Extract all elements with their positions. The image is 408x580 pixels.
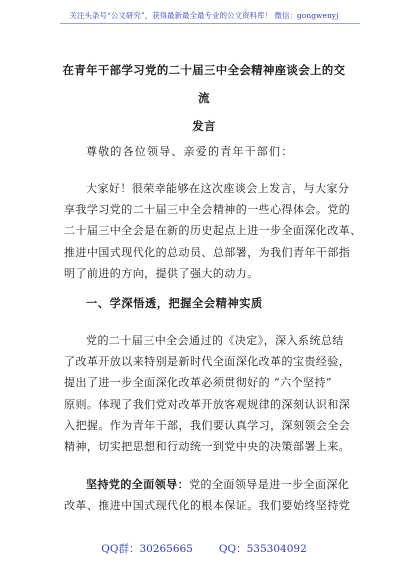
paragraph-line: 了改革开放以来特别是新时代全面深化改革的宝贵经验， [64,355,351,369]
footer-qq-group: QQ群：30265665 [101,543,193,555]
document-title-line: 发言 [192,119,216,133]
paragraph-line: 享我学习党的二十届三中全会精神的一些心得体会。党的 [64,203,351,217]
paragraph-line: 推进中国式现代化的总动员、总部署，为我们青年干部指 [64,245,351,259]
paragraph-line: 提出了进一步全面深化改革必须贯彻好的 “六个坚持” [64,376,332,390]
footer-contact [0,541,408,556]
paragraph-line: 党的二十届三中全会通过的《决定》，深入系统总结 [86,334,344,347]
paragraph-party-leadership [64,474,351,516]
paragraph-opening [64,178,362,284]
paragraph-line-rest: 党的全面领导是进一步全面深化 [189,478,350,491]
header-banner: 关注头条号“公文研究”，获得最新最全最专业的公文资料库！ 微信：gongwenyj [69,11,339,20]
paragraph-line: 明了前进的方向，提供了强大的动力。 [64,266,259,280]
document-title-line: 在青年干部学习党的二十届三中全会精神座谈会上的交流 [62,63,346,105]
paragraph-section-one [64,330,351,457]
paragraph-line: 精神，切实把思想和行动统一到党中央的决策部署上来。 [64,440,351,454]
paragraph-line: 入把握。作为青年干部，我们要认真学习，深刻领会全会 [64,418,351,432]
section-heading: 一、学深悟透，把握全会精神实质 [86,296,263,310]
salutation: 尊敬的各位领导、亲爱的青年干部们： [86,145,294,158]
header-divider [60,23,360,24]
paragraph-line: 原则。体现了我们党对改革开放客观规律的深刻认识和深 [64,397,351,411]
paragraph-line: 改革、推进中国式现代化的根本保证。我们要始终坚持党 [64,499,351,513]
footer-qq-number: QQ：535304092 [218,543,307,555]
paragraph-line [64,474,350,495]
document-title [62,56,346,140]
paragraph-bold-lead: 坚持党的全面领导： [86,478,190,491]
paragraph-line: 二十届三中全会是在新的历史起点上进一步全面深化改革、 [64,224,362,238]
paragraph-line: 大家好！很荣幸能够在这次座谈会上发言，与大家分 [86,182,350,195]
